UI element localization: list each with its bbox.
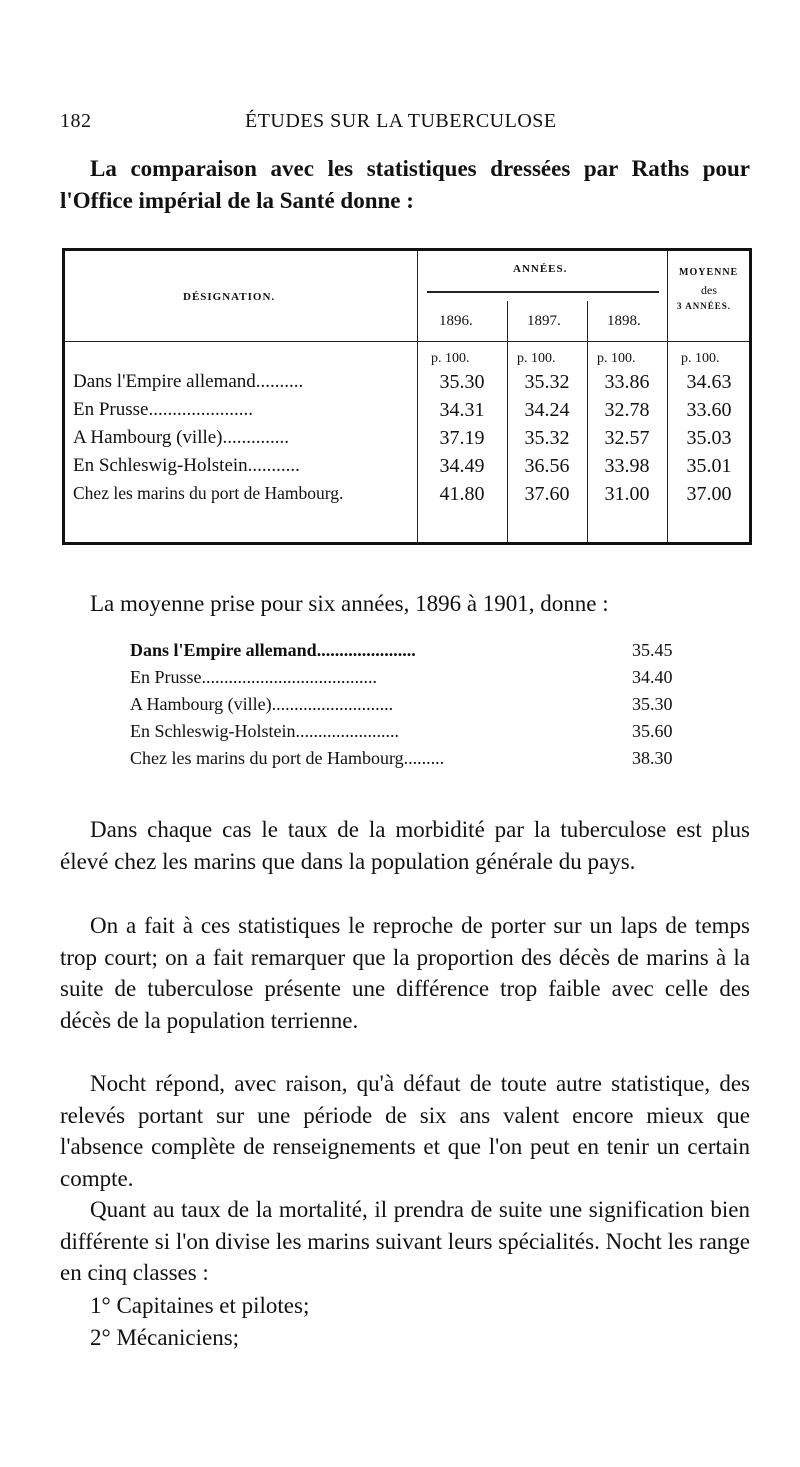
- average-value: 38.30: [632, 748, 673, 768]
- page-header: [60, 110, 760, 140]
- year-1898: 1898.: [607, 313, 641, 329]
- cell-value: 37.19: [439, 427, 485, 449]
- moyenne-paragraph: La moyenne prise pour six années, 1896 à 1901, donne :: [90, 591, 609, 616]
- averages-list: [130, 640, 740, 775]
- cell-value: 41.80: [439, 483, 485, 505]
- list-item: 2° Mécaniciens;: [90, 1325, 240, 1350]
- years-header: ANNÉES.: [513, 263, 568, 275]
- unit-label: p. 100.: [517, 351, 556, 366]
- list-item: 1° Capitaines et pilotes;: [90, 1293, 310, 1318]
- year-1897: 1897.: [527, 313, 561, 329]
- average-value: 35.30: [632, 694, 673, 714]
- body-paragraph: Nocht répond, avec raison, qu'à défaut de toute autre statistique, des relevés portant sur une période de six ans valent encore mieux que l'absence complète de renseignements et que l'on peut en tenir un certain compte.: [60, 1071, 750, 1191]
- average-label: Dans l'Empire allemand......................: [130, 640, 416, 660]
- designation-header: DÉSIGNATION.: [183, 291, 276, 303]
- moyenne-header: MOYENNE: [679, 267, 739, 278]
- body-paragraph: Dans chaque cas le taux de la morbidité par la tuberculose est plus élevé chez les marins que dans la population générale du pays.: [60, 817, 750, 874]
- moyenne-header-years: 3 ANNÉES.: [677, 301, 732, 311]
- average-label: Chez les marins du port de Hambourg.........: [130, 748, 445, 768]
- cell-value: 34.49: [439, 455, 485, 477]
- row-label: En Schleswig-Holstein...........: [73, 455, 300, 476]
- average-label: A Hambourg (ville)...........................: [130, 694, 394, 714]
- average-value: 35.60: [632, 721, 673, 741]
- cell-value: 36.56: [524, 455, 570, 477]
- average-label: En Schleswig-Holstein.......................: [130, 721, 399, 741]
- cell-value: 35.32: [524, 427, 570, 449]
- cell-value: 35.30: [439, 371, 485, 393]
- list-item: [130, 721, 740, 748]
- cell-value: 35.03: [686, 427, 732, 449]
- cell-value: 34.63: [686, 371, 732, 393]
- row-label: Dans l'Empire allemand..........: [73, 371, 304, 392]
- average-value: 34.40: [632, 667, 673, 687]
- list-item: [130, 748, 740, 775]
- row-label: Chez les marins du port de Hambourg.: [73, 483, 344, 503]
- cell-value: 31.00: [604, 483, 650, 505]
- cell-value: 34.24: [524, 399, 570, 421]
- year-1896: 1896.: [439, 313, 473, 329]
- unit-label: p. 100.: [681, 351, 720, 366]
- years-brace: [427, 291, 659, 293]
- body-paragraph: Quant au taux de la mortalité, il prendra de suite une signification bien différente si l'on divise les marins suivant leurs spécialités. Nocht les range en cinq classes :: [60, 1197, 750, 1285]
- cell-value: 32.78: [604, 399, 650, 421]
- cell-value: 35.32: [524, 371, 570, 393]
- cell-value: 37.60: [524, 483, 570, 505]
- cell-value: 34.31: [439, 399, 485, 421]
- morbidity-table: [62, 248, 752, 545]
- cell-value: 33.86: [604, 371, 650, 393]
- cell-value: 32.57: [604, 427, 650, 449]
- cell-value: 37.00: [686, 483, 732, 505]
- page-number: 182: [60, 110, 92, 132]
- moyenne-header-des: des: [701, 283, 717, 297]
- body-paragraph: On a fait à ces statistiques le reproche de porter sur un laps de temps trop court; on a fait remarquer que la proportion des décès de marins à la suite de tuberculose présente une différence trop faible avec celle des décès de la population terrienne.: [60, 913, 750, 1033]
- header-rule: [65, 341, 749, 342]
- row-label: A Hambourg (ville)..............: [73, 427, 290, 448]
- cell-value: 33.98: [604, 455, 650, 477]
- intro-paragraph: La comparaison avec les statistiques dressées par Raths pour l'Office impérial de la Santé donne :: [60, 156, 750, 213]
- running-title: ÉTUDES SUR LA TUBERCULOSE: [245, 110, 557, 132]
- average-label: En Prusse.......................................: [130, 667, 377, 687]
- cell-value: 35.01: [686, 455, 732, 477]
- unit-label: p. 100.: [431, 351, 470, 366]
- unit-label: p. 100.: [597, 351, 636, 366]
- list-item: [130, 640, 740, 667]
- list-item: [130, 667, 740, 694]
- average-value: 35.45: [632, 640, 673, 660]
- cell-value: 33.60: [686, 399, 732, 421]
- list-item: [130, 694, 740, 721]
- row-label: En Prusse......................: [73, 399, 253, 420]
